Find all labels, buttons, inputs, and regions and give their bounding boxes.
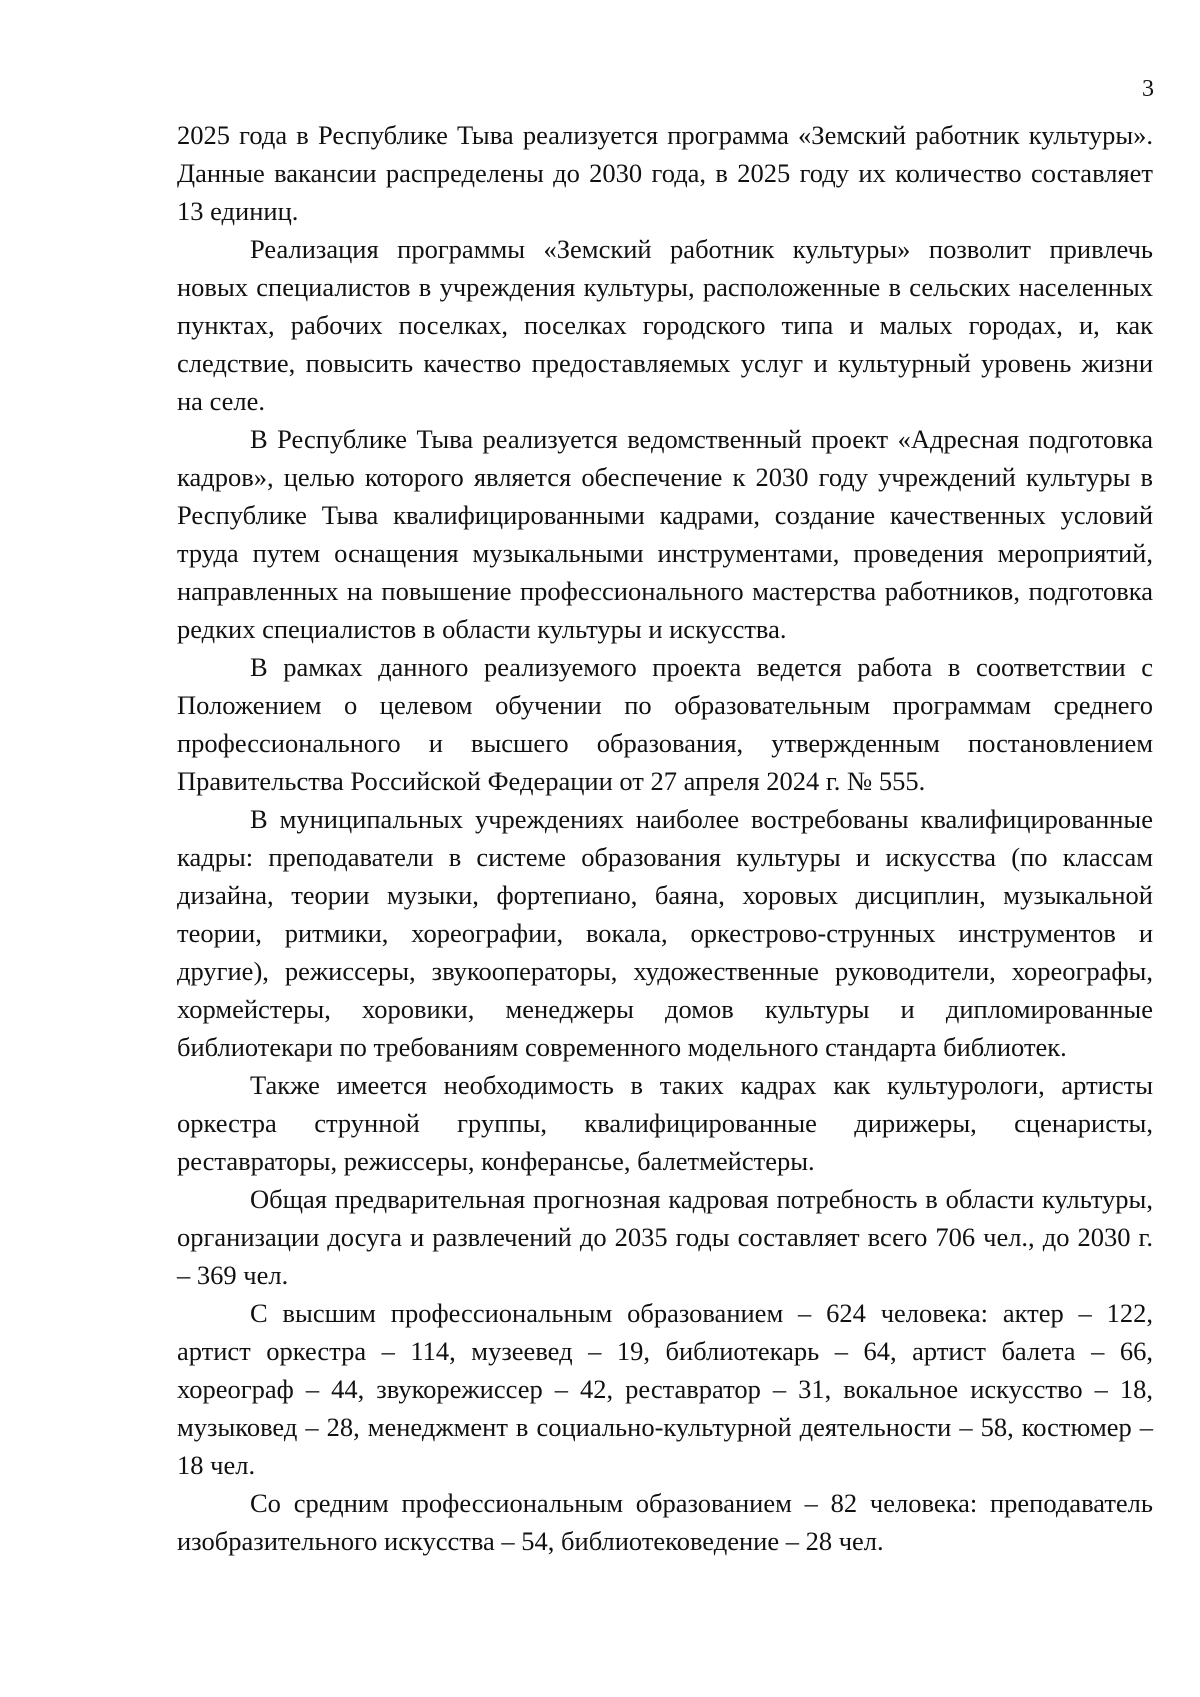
paragraph-municipal-demand: В муниципальных учреждениях наиболее востребованы квалифицированные кадры: преподаватели в системе образования культуры и искусства (по классам дизайна, теории музыки, фортепиано, баяна, хоровых дисциплин, музыкальной теории, ритмики, хореографии, вокала, оркестрово-струнных инструментов и другие), режиссеры, звукооператоры, художественные руководители, хореографы, хормейстеры, хоровики, менеджеры домов культуры и дипломированные библиотекари по требованиям современного модельного стандарта библиотек. [177, 804, 1153, 1062]
paragraph-additional-needs: Также имеется необходимость в таких кадрах как культурологи, артисты оркестра струнной группы, квалифицированные дирижеры, сценаристы, реставраторы, режиссеры, конферансье, балетмейстеры. [177, 1070, 1153, 1176]
paragraph-zemsky-program-continuation: 2025 года в Республике Тыва реализуется программа «Земский работник культуры». Данные вакансии распределены до 2030 года, в 2025 году их количество составляет 13 единиц. [177, 120, 1153, 226]
page-number: 3 [1142, 76, 1154, 102]
document-body [177, 116, 1153, 1560]
paragraph-staffing-forecast: Общая предварительная прогнозная кадровая потребность в области культуры, организации досуга и развлечений до 2035 годы составляет всего 706 чел., до 2030 г. – 369 чел. [177, 1184, 1153, 1290]
paragraph-targeted-training-project: В Республике Тыва реализуется ведомственный проект «Адресная подготовка кадров», целью которого является обеспечение к 2030 году учреждений культуры в Республике Тыва квалифицированными кадрами, создание качественных условий труда путем оснащения музыкальными инструментами, проведения мероприятий, направленных на повышение профессионального мастерства работников, подготовка редких специалистов в области культуры и искусства. [177, 424, 1153, 644]
paragraph-targeted-training-regulation: В рамках данного реализуемого проекта ведется работа в соответствии с Положением о целевом обучении по образовательным программам среднего профессионального и высшего образования, утвержденным постановлением Правительства Российской Федерации от 27 апреля 2024 г. № 555. [177, 652, 1153, 796]
paragraph-higher-education-needs: С высшим профессиональным образованием – 624 человека: актер – 122, артист оркестра – 114, музеевед – 19, библиотекарь – 64, артист балета – 66, хореограф – 44, звукорежиссер – 42, реставратор – 31, вокальное искусство – 18, музыковед – 28, менеджмент в социально-культурной деятельности – 58, костюмер – 18 чел. [177, 1298, 1153, 1480]
paragraph-zemsky-program-goals: Реализация программы «Земский работник культуры» позволит привлечь новых специалистов в учреждения культуры, расположенные в сельских населенных пунктах, рабочих поселках, поселках городского типа и малых городах, и, как следствие, повысить качество предоставляемых услуг и культурный уровень жизни на селе. [177, 234, 1153, 416]
paragraph-secondary-education-needs: Со средним профессиональным образованием – 82 человека: преподаватель изобразительного искусства – 54, библиотековедение – 28 чел. [177, 1488, 1153, 1556]
